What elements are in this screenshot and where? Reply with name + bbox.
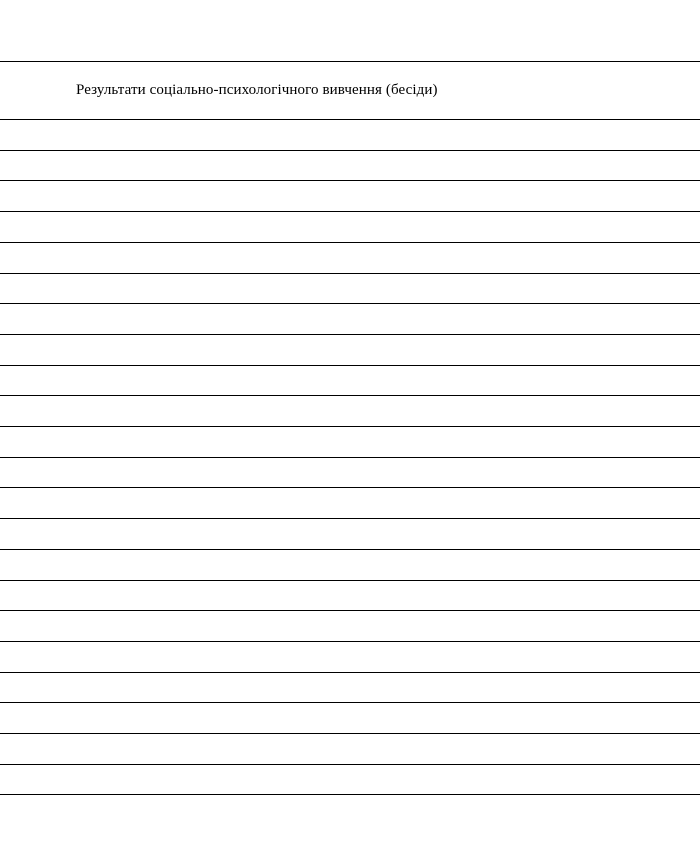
ruled-line — [0, 702, 700, 703]
ruled-line — [0, 518, 700, 519]
top-divider-line — [0, 61, 700, 62]
ruled-line — [0, 487, 700, 488]
ruled-line — [0, 457, 700, 458]
ruled-line — [0, 395, 700, 396]
ruled-line — [0, 273, 700, 274]
ruled-line — [0, 303, 700, 304]
ruled-line — [0, 426, 700, 427]
ruled-line — [0, 672, 700, 673]
ruled-line — [0, 764, 700, 765]
section-heading: Результати соціально-психологічного вивчення (бесіди) — [76, 82, 438, 98]
ruled-line — [0, 150, 700, 151]
ruled-line — [0, 365, 700, 366]
ruled-line — [0, 242, 700, 243]
ruled-line — [0, 119, 700, 120]
ruled-line — [0, 610, 700, 611]
ruled-line — [0, 794, 700, 795]
ruled-line — [0, 641, 700, 642]
ruled-line — [0, 549, 700, 550]
ruled-line — [0, 334, 700, 335]
ruled-line — [0, 180, 700, 181]
ruled-line — [0, 211, 700, 212]
ruled-line — [0, 580, 700, 581]
ruled-line — [0, 733, 700, 734]
